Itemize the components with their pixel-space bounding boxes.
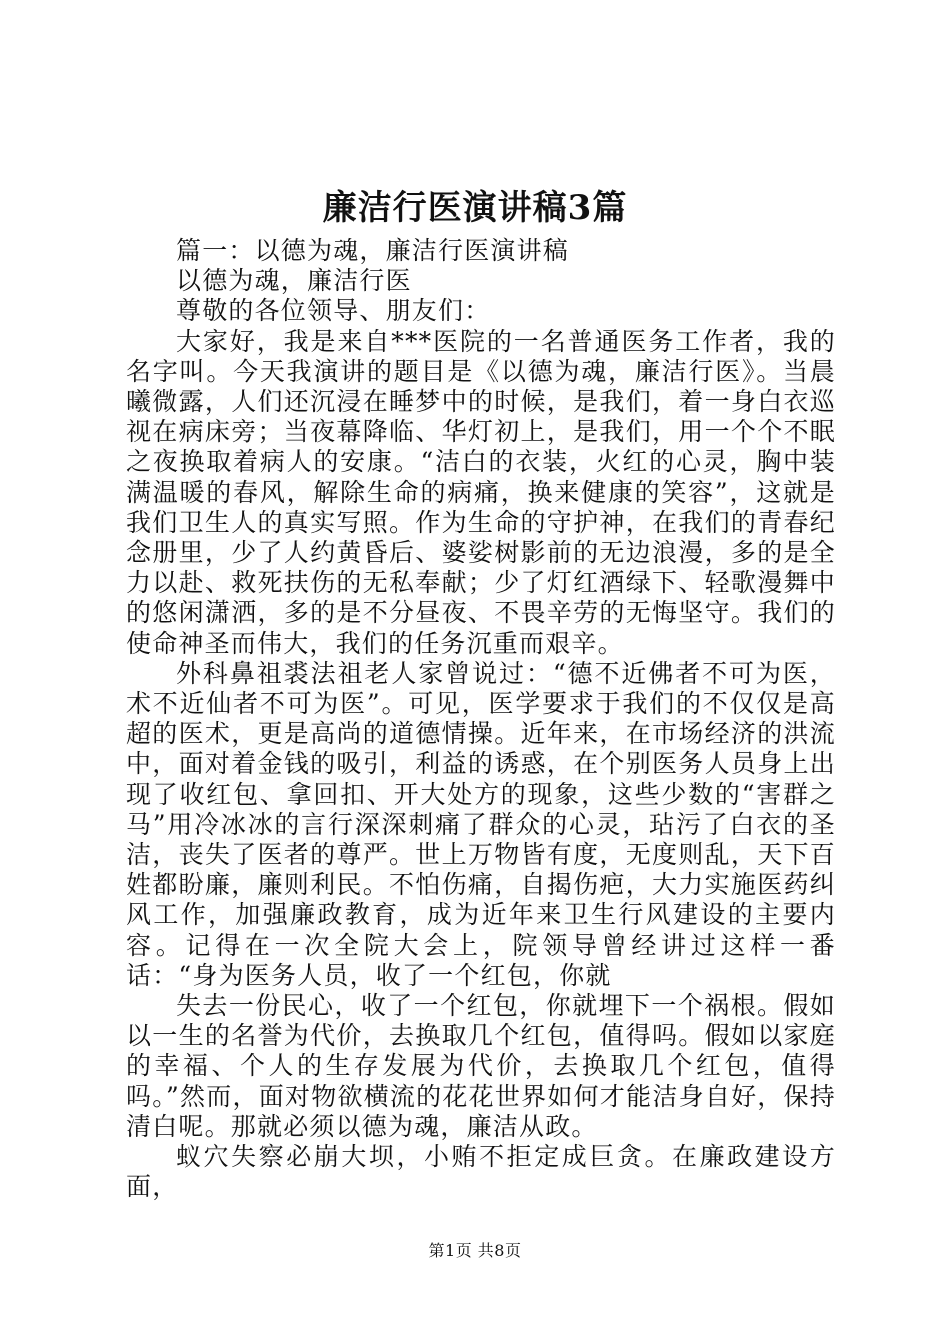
paragraph: 外科鼻祖裘法祖老人家曾说过：“德不近佛者不可为医，术不近仙者不可为医”。可见，医学要求于我们的不仅仅是高超的医术，更是高尚的道德情操。近年来，在市场经济的洪流中，面对着金钱的吸引，利益的诱惑，在个别医务人员身上出现了收红包、拿回扣、开大处方的现象，这些少数的“害群之马”用冷冰冰的言行深深刺痛了群众的心灵，玷污了白衣的圣洁，丧失了医者的尊严。世上万物皆有度，无度则乱，天下百姓都盼廉，廉则利民。不怕伤痛，自揭伤疤，大力实施医药纠风工作，加强廉政教育，成为近年来卫生行风建设的主要内容。记得在一次全院大会上，院领导曾经讲过这样一番话：“身为医务人员，收了一个红包，你就 bbox=[126, 658, 836, 990]
document-title: 廉洁行医演讲稿3篇 bbox=[322, 188, 628, 228]
speech-title: 以德为魂，廉洁行医 bbox=[176, 266, 412, 296]
page-number-footer: 第1页 共8页 bbox=[428, 1241, 522, 1260]
paragraph: 蚁穴失察必崩大坝，小贿不拒定成巨贪。在廉政建设方面， bbox=[126, 1142, 836, 1202]
paragraph: 失去一份民心，收了一个红包，你就埋下一个祸根。假如以一生的名誉为代价，去换取几个红包，值得吗。假如以家庭的幸福、个人的生存发展为代价，去换取几个红包，值得吗。”然而，面对物欲横流的花花世界如何才能洁身自好，保持清白呢。那就必须以德为魂，廉洁从政。 bbox=[126, 991, 836, 1141]
salutation: 尊敬的各位领导、朋友们： bbox=[176, 296, 491, 326]
section-heading: 篇一：以德为魂，廉洁行医演讲稿 bbox=[176, 236, 570, 265]
paragraph: 大家好，我是来自***医院的一名普通医务工作者，我的名字叫。今天我演讲的题目是《以德为魂，廉洁行医》。当晨曦微露，人们还沉浸在睡梦中的时候，是我们，着一身白衣巡视在病床旁；当夜幕降临、华灯初上，是我们，用一个个不眠之夜换取着病人的安康。“洁白的衣装，火红的心灵，胸中装满温暖的春风，解除生命的病痛，换来健康的笑容”，这就是我们卫生人的真实写照。作为生命的守护神，在我们的青春纪念册里，少了人约黄昏后、婆娑树影前的无边浪漫，多的是全力以赴、救死扶伤的无私奉献；少了灯红酒绿下、轻歌漫舞中的悠闲潇洒，多的是不分昼夜、不畏辛劳的无悔坚守。我们的使命神圣而伟大，我们的任务沉重而艰辛。 bbox=[126, 326, 836, 658]
document-body bbox=[126, 236, 836, 1203]
